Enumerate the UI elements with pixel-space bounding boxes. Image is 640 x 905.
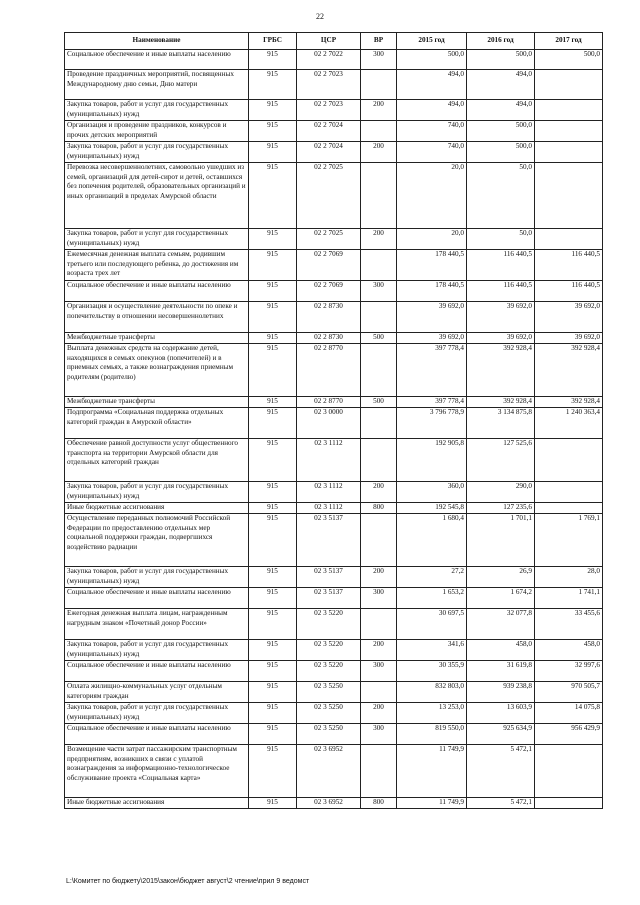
cell-2016: 3 134 875,8 <box>467 408 535 439</box>
cell-vr <box>361 302 397 333</box>
cell-csr: 02 3 1112 <box>297 439 361 482</box>
cell-grbs: 915 <box>249 408 297 439</box>
cell-csr: 02 3 5250 <box>297 724 361 745</box>
cell-2015: 178 440,5 <box>397 281 467 302</box>
cell-2015: 341,6 <box>397 640 467 661</box>
table-row <box>65 682 603 703</box>
cell-2016: 290,0 <box>467 482 535 503</box>
cell-2015: 11 749,9 <box>397 798 467 809</box>
cell-2015: 1 653,2 <box>397 588 467 609</box>
cell-name: Иные бюджетные ассигнования <box>65 503 249 514</box>
cell-vr: 800 <box>361 503 397 514</box>
cell-2016: 116 440,5 <box>467 250 535 281</box>
cell-2017: 458,0 <box>535 640 603 661</box>
cell-2017 <box>535 100 603 121</box>
cell-2015: 30 355,9 <box>397 661 467 682</box>
table-row <box>65 798 603 809</box>
cell-csr: 02 3 5250 <box>297 682 361 703</box>
cell-csr: 02 2 7069 <box>297 281 361 302</box>
cell-2016: 1 701,1 <box>467 514 535 567</box>
cell-csr: 02 3 5220 <box>297 609 361 640</box>
cell-csr: 02 3 1112 <box>297 482 361 503</box>
cell-vr <box>361 121 397 142</box>
cell-2017: 116 440,5 <box>535 250 603 281</box>
cell-grbs: 915 <box>249 163 297 229</box>
cell-2016: 13 603,9 <box>467 703 535 724</box>
cell-2015: 20,0 <box>397 229 467 250</box>
cell-name: Межбюджетные трансферты <box>65 397 249 408</box>
table-row <box>65 482 603 503</box>
cell-csr: 02 3 5220 <box>297 640 361 661</box>
cell-2017 <box>535 439 603 482</box>
cell-grbs: 915 <box>249 250 297 281</box>
cell-csr: 02 2 7025 <box>297 163 361 229</box>
cell-csr: 02 2 7069 <box>297 250 361 281</box>
cell-2016: 939 238,8 <box>467 682 535 703</box>
cell-2017: 1 240 363,4 <box>535 408 603 439</box>
cell-csr: 02 2 7023 <box>297 100 361 121</box>
header-row <box>65 33 603 50</box>
table-row <box>65 100 603 121</box>
cell-vr: 300 <box>361 281 397 302</box>
cell-vr <box>361 344 397 397</box>
header-csr: ЦСР <box>297 33 361 50</box>
cell-2015: 39 692,0 <box>397 333 467 344</box>
cell-2016: 39 692,0 <box>467 333 535 344</box>
cell-vr: 300 <box>361 50 397 70</box>
cell-vr: 200 <box>361 229 397 250</box>
table-row <box>65 588 603 609</box>
cell-name: Закупка товаров, работ и услуг для государственных (муниципальных) нужд <box>65 703 249 724</box>
cell-2016: 494,0 <box>467 70 535 100</box>
cell-2016: 500,0 <box>467 121 535 142</box>
cell-grbs: 915 <box>249 100 297 121</box>
cell-name: Организация и проведение праздников, конкурсов и прочих детских мероприятий <box>65 121 249 142</box>
cell-vr: 300 <box>361 661 397 682</box>
cell-grbs: 915 <box>249 798 297 809</box>
cell-vr <box>361 163 397 229</box>
cell-csr: 02 3 0000 <box>297 408 361 439</box>
cell-2017 <box>535 121 603 142</box>
cell-2015: 3 796 778,9 <box>397 408 467 439</box>
cell-grbs: 915 <box>249 588 297 609</box>
table-row <box>65 503 603 514</box>
cell-grbs: 915 <box>249 724 297 745</box>
cell-name: Закупка товаров, работ и услуг для государственных (муниципальных) нужд <box>65 640 249 661</box>
cell-csr: 02 3 5137 <box>297 514 361 567</box>
table-row <box>65 609 603 640</box>
cell-csr: 02 3 6952 <box>297 798 361 809</box>
cell-grbs: 915 <box>249 397 297 408</box>
cell-name: Оплата жилищно-коммунальных услуг отдельным категориям граждан <box>65 682 249 703</box>
table-row <box>65 70 603 100</box>
cell-2017 <box>535 163 603 229</box>
cell-csr: 02 2 8730 <box>297 302 361 333</box>
cell-2017: 500,0 <box>535 50 603 70</box>
cell-name: Социальное обеспечение и иные выплаты населению <box>65 661 249 682</box>
cell-name: Иные бюджетные ассигнования <box>65 798 249 809</box>
cell-grbs: 915 <box>249 142 297 163</box>
cell-name: Закупка товаров, работ и услуг для государственных (муниципальных) нужд <box>65 567 249 588</box>
cell-name: Ежемесячная денежная выплата семьям, родившим третьего или последующего ребенка, до достижения им возраста трех лет <box>65 250 249 281</box>
cell-grbs: 915 <box>249 640 297 661</box>
cell-vr <box>361 408 397 439</box>
cell-csr: 02 3 1112 <box>297 503 361 514</box>
cell-vr: 300 <box>361 588 397 609</box>
cell-vr: 500 <box>361 397 397 408</box>
cell-2016: 31 619,8 <box>467 661 535 682</box>
page-number: 22 <box>316 12 324 21</box>
cell-vr: 500 <box>361 333 397 344</box>
table-row <box>65 703 603 724</box>
cell-2017: 392 928,4 <box>535 344 603 397</box>
cell-grbs: 915 <box>249 281 297 302</box>
cell-name: Закупка товаров, работ и услуг для государственных (муниципальных) нужд <box>65 229 249 250</box>
table-row <box>65 163 603 229</box>
cell-2017: 970 505,7 <box>535 682 603 703</box>
cell-2016: 116 440,5 <box>467 281 535 302</box>
cell-vr <box>361 70 397 100</box>
cell-2016: 925 634,9 <box>467 724 535 745</box>
cell-2015: 397 778,4 <box>397 344 467 397</box>
cell-2015: 192 905,8 <box>397 439 467 482</box>
cell-2016: 392 928,4 <box>467 397 535 408</box>
cell-2015: 740,0 <box>397 121 467 142</box>
cell-grbs: 915 <box>249 439 297 482</box>
cell-vr: 200 <box>361 640 397 661</box>
cell-name: Осуществление переданных полномочий Российской Федерации по предоставлению отдельных мер социальной поддержки граждан, подвергшихся воздействию радиации <box>65 514 249 567</box>
cell-vr <box>361 745 397 798</box>
cell-name: Социальное обеспечение и иные выплаты населению <box>65 588 249 609</box>
cell-2015: 360,0 <box>397 482 467 503</box>
cell-grbs: 915 <box>249 567 297 588</box>
cell-vr <box>361 609 397 640</box>
cell-2017 <box>535 142 603 163</box>
cell-2016: 39 692,0 <box>467 302 535 333</box>
cell-csr: 02 2 7024 <box>297 142 361 163</box>
cell-2016: 50,0 <box>467 229 535 250</box>
cell-2015: 397 778,4 <box>397 397 467 408</box>
cell-vr: 200 <box>361 100 397 121</box>
cell-name: Перевозка несовершеннолетних, самовольно ушедших из семей, организаций для детей-сирот и детей, оставшихся без попечения родителей, образовательных организаций и иных организаций в пределах Амурской области <box>65 163 249 229</box>
cell-2015: 192 545,8 <box>397 503 467 514</box>
table-body <box>65 50 603 809</box>
cell-csr: 02 2 8770 <box>297 397 361 408</box>
cell-2017: 14 075,8 <box>535 703 603 724</box>
cell-2015: 30 697,5 <box>397 609 467 640</box>
cell-2015: 494,0 <box>397 70 467 100</box>
cell-grbs: 915 <box>249 661 297 682</box>
table-row <box>65 640 603 661</box>
table-row <box>65 439 603 482</box>
footer-path: L:\Комитет по бюджету\2015\закон\бюджет август\2 чтение\прил 9 ведомст <box>66 878 310 885</box>
cell-2016: 127 525,6 <box>467 439 535 482</box>
cell-name: Социальное обеспечение и иные выплаты населению <box>65 724 249 745</box>
cell-2015: 500,0 <box>397 50 467 70</box>
cell-2015: 20,0 <box>397 163 467 229</box>
table-row <box>65 745 603 798</box>
table-row <box>65 514 603 567</box>
cell-2016: 500,0 <box>467 50 535 70</box>
cell-grbs: 915 <box>249 482 297 503</box>
table-row <box>65 229 603 250</box>
cell-2017: 392 928,4 <box>535 397 603 408</box>
cell-2017: 33 455,6 <box>535 609 603 640</box>
cell-name: Обеспечение равной доступности услуг общественного транспорта на территории Амурской области для отдельных категорий граждан <box>65 439 249 482</box>
cell-vr: 800 <box>361 798 397 809</box>
cell-2017: 32 997,6 <box>535 661 603 682</box>
cell-vr <box>361 682 397 703</box>
cell-csr: 02 2 7024 <box>297 121 361 142</box>
cell-2017: 956 429,9 <box>535 724 603 745</box>
cell-name: Организация и осуществление деятельности по опеке и попечительству в отношении несовершеннолетних <box>65 302 249 333</box>
table-row <box>65 344 603 397</box>
cell-2017: 116 440,5 <box>535 281 603 302</box>
cell-2016: 1 674,2 <box>467 588 535 609</box>
cell-2017: 28,0 <box>535 567 603 588</box>
table-row <box>65 142 603 163</box>
cell-grbs: 915 <box>249 50 297 70</box>
cell-grbs: 915 <box>249 503 297 514</box>
cell-2017: 39 692,0 <box>535 302 603 333</box>
cell-name: Межбюджетные трансферты <box>65 333 249 344</box>
cell-vr <box>361 514 397 567</box>
cell-csr: 02 3 5137 <box>297 588 361 609</box>
cell-name: Закупка товаров, работ и услуг для государственных (муниципальных) нужд <box>65 482 249 503</box>
table-row <box>65 250 603 281</box>
header-grbs: ГРБС <box>249 33 297 50</box>
cell-grbs: 915 <box>249 229 297 250</box>
cell-2015: 494,0 <box>397 100 467 121</box>
cell-name: Закупка товаров, работ и услуг для государственных (муниципальных) нужд <box>65 100 249 121</box>
cell-2016: 50,0 <box>467 163 535 229</box>
cell-csr: 02 2 8770 <box>297 344 361 397</box>
cell-csr: 02 2 7022 <box>297 50 361 70</box>
cell-grbs: 915 <box>249 70 297 100</box>
cell-name: Проведение праздничных мероприятий, посвященных Международному дню семьи, Дню матери <box>65 70 249 100</box>
cell-grbs: 915 <box>249 344 297 397</box>
header-vr: ВР <box>361 33 397 50</box>
cell-grbs: 915 <box>249 609 297 640</box>
cell-csr: 02 2 8730 <box>297 333 361 344</box>
cell-name: Ежегодная денежная выплата лицам, награжденным нагрудным знаком «Почетный донор России» <box>65 609 249 640</box>
cell-2016: 26,9 <box>467 567 535 588</box>
cell-2017: 39 692,0 <box>535 333 603 344</box>
cell-grbs: 915 <box>249 302 297 333</box>
cell-2016: 458,0 <box>467 640 535 661</box>
cell-name: Социальное обеспечение и иные выплаты населению <box>65 50 249 70</box>
cell-2015: 178 440,5 <box>397 250 467 281</box>
cell-2015: 1 680,4 <box>397 514 467 567</box>
cell-vr: 200 <box>361 567 397 588</box>
cell-2017: 1 769,1 <box>535 514 603 567</box>
cell-2015: 39 692,0 <box>397 302 467 333</box>
cell-vr: 200 <box>361 482 397 503</box>
cell-2017 <box>535 229 603 250</box>
cell-2015: 819 550,0 <box>397 724 467 745</box>
cell-csr: 02 2 7025 <box>297 229 361 250</box>
cell-2017 <box>535 798 603 809</box>
table-row <box>65 50 603 70</box>
cell-grbs: 915 <box>249 703 297 724</box>
cell-vr: 200 <box>361 142 397 163</box>
table-row <box>65 567 603 588</box>
header-2015: 2015 год <box>397 33 467 50</box>
cell-2015: 27,2 <box>397 567 467 588</box>
cell-2016: 32 077,8 <box>467 609 535 640</box>
cell-2016: 5 472,1 <box>467 745 535 798</box>
cell-csr: 02 3 6952 <box>297 745 361 798</box>
cell-2016: 500,0 <box>467 142 535 163</box>
header-2016: 2016 год <box>467 33 535 50</box>
header-name: Наименование <box>65 33 249 50</box>
cell-csr: 02 3 5250 <box>297 703 361 724</box>
cell-2016: 5 472,1 <box>467 798 535 809</box>
cell-name: Возмещение части затрат пассажирским транспортным предприятиям, возникших в связи с уплатой вознаграждения за информационно-технологическое обслуживание проекта «Социальная карта» <box>65 745 249 798</box>
cell-vr: 200 <box>361 703 397 724</box>
cell-2015: 13 253,0 <box>397 703 467 724</box>
cell-name: Социальное обеспечение и иные выплаты населению <box>65 281 249 302</box>
cell-grbs: 915 <box>249 682 297 703</box>
cell-name: Подпрограмма «Социальная поддержка отдельных категорий граждан в Амурской области» <box>65 408 249 439</box>
table-row <box>65 281 603 302</box>
cell-csr: 02 2 7023 <box>297 70 361 100</box>
cell-2016: 392 928,4 <box>467 344 535 397</box>
table-row <box>65 302 603 333</box>
table-row <box>65 661 603 682</box>
cell-2017 <box>535 503 603 514</box>
cell-2017: 1 741,1 <box>535 588 603 609</box>
cell-grbs: 915 <box>249 745 297 798</box>
cell-2016: 494,0 <box>467 100 535 121</box>
cell-name: Закупка товаров, работ и услуг для государственных (муниципальных) нужд <box>65 142 249 163</box>
cell-2015: 740,0 <box>397 142 467 163</box>
cell-2015: 832 803,0 <box>397 682 467 703</box>
cell-grbs: 915 <box>249 514 297 567</box>
table-row <box>65 408 603 439</box>
cell-2017 <box>535 482 603 503</box>
cell-csr: 02 3 5137 <box>297 567 361 588</box>
cell-2015: 11 749,9 <box>397 745 467 798</box>
cell-csr: 02 3 5220 <box>297 661 361 682</box>
header-2017: 2017 год <box>535 33 603 50</box>
cell-grbs: 915 <box>249 121 297 142</box>
cell-name: Выплата денежных средств на содержание детей, находящихся в семьях опекунов (попечителей) и в приемных семьях, а также вознаграждения приемным родителям (родителю) <box>65 344 249 397</box>
cell-vr <box>361 439 397 482</box>
table-row <box>65 121 603 142</box>
cell-2016: 127 235,6 <box>467 503 535 514</box>
table-row <box>65 724 603 745</box>
cell-grbs: 915 <box>249 333 297 344</box>
table-row <box>65 397 603 408</box>
cell-2017 <box>535 745 603 798</box>
budget-table <box>64 32 603 809</box>
cell-vr <box>361 250 397 281</box>
table-row <box>65 333 603 344</box>
cell-vr: 300 <box>361 724 397 745</box>
cell-2017 <box>535 70 603 100</box>
